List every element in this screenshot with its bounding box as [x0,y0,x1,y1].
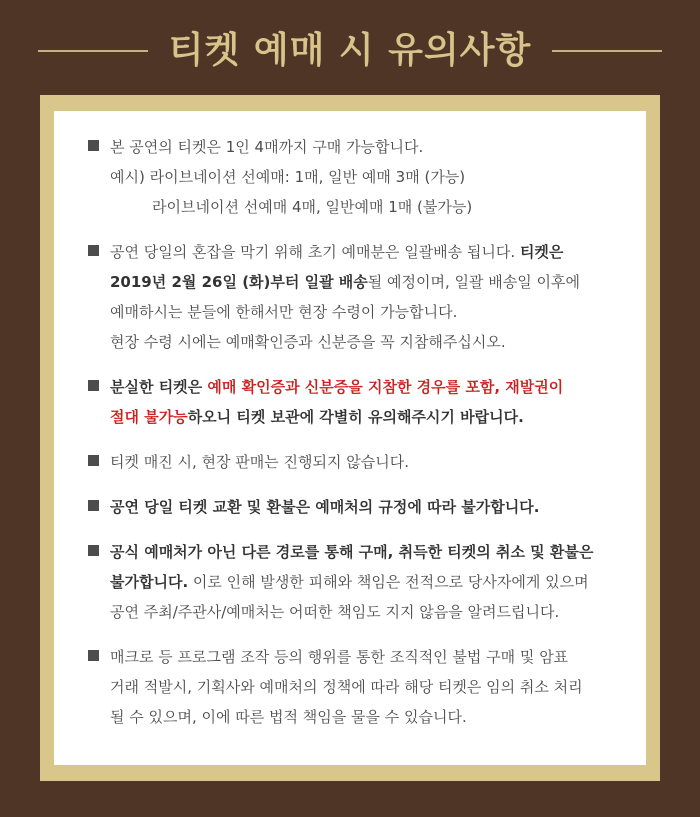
item-text: 본 공연의 티켓은 1인 4매까지 구매 가능합니다. [110,138,424,156]
page-title: 티켓 예매 시 유의사항 [168,30,532,71]
item-text-red: 예매 확인증과 신분증을 지참한 경우를 포함, 재발권이 [207,378,564,396]
item-text: 거래 적발시, 기획사와 예매처의 정책에 따라 해당 티켓은 임의 취소 처리 [110,678,583,696]
square-bullet-icon [88,140,99,151]
item-text-bold: 하오니 티켓 보관에 각별히 유의해주시기 바랍니다. [187,408,524,426]
item-text-bold: 2019년 2월 26일 (화)부터 일괄 배송 [110,273,368,291]
list-item [88,492,628,522]
list-item [88,372,628,432]
square-bullet-icon [88,650,99,661]
list-item [88,237,628,357]
item-text: 예시) 라이브네이션 선예매: 1매, 일반 예매 3매 (가능) [110,168,466,186]
list-item [88,642,628,732]
item-text: 현장 수령 시에는 예매확인증과 신분증을 꼭 지참해주십시오. [110,333,506,351]
item-text-bold: 불가합니다. [110,573,189,591]
item-line [110,567,628,597]
item-text: 티켓 매진 시, 현장 판매는 진행되지 않습니다. [110,453,409,471]
item-line [110,237,628,267]
notice-list [88,132,628,747]
square-bullet-icon [88,500,99,511]
item-text-bold: 분실한 티켓은 [110,378,208,396]
item-text-bold: 공연 당일 티켓 교환 및 환불은 예매처의 규정에 따라 불가합니다. [110,498,540,516]
item-text: 공연 주최/주관사/예매처는 어떠한 책임도 지지 않음을 알려드립니다. [110,603,560,621]
item-text: 라이브네이션 선예매 4매, 일반예매 1매 (불가능) [152,198,473,216]
item-text-bold: 공식 예매처가 아닌 다른 경로를 통해 구매, 취득한 티켓의 취소 및 환불은 [110,543,594,561]
item-text: 될 예정이며, 일괄 배송일 이후에 [367,273,581,291]
square-bullet-icon [88,455,99,466]
item-text: 이로 인해 발생한 피해와 책임은 전적으로 당사자에게 있으며 [188,573,589,591]
item-text-bold: 티켓은 [519,243,564,261]
list-item [88,447,628,477]
list-item [88,537,628,627]
square-bullet-icon [88,545,99,556]
item-text: 될 수 있으며, 이에 따른 법적 책임을 물을 수 있습니다. [110,708,467,726]
item-line [110,372,628,402]
item-text: 매크로 등 프로그램 조작 등의 행위를 통한 조직적인 불법 구매 및 암표 [110,648,569,666]
list-item [88,132,628,222]
item-line [110,267,628,297]
header [0,0,700,96]
title-right-rule [552,50,662,52]
item-line [110,402,628,432]
item-text: 공연 당일의 혼잡을 막기 위해 초기 예매분은 일괄배송 됩니다. [110,243,520,261]
bottom-band [0,781,700,817]
item-text: 예매하시는 분들에 한해서만 현장 수령이 가능합니다. [110,303,458,321]
item-text-red: 절대 불가능 [110,408,188,426]
square-bullet-icon [88,380,99,391]
square-bullet-icon [88,245,99,256]
